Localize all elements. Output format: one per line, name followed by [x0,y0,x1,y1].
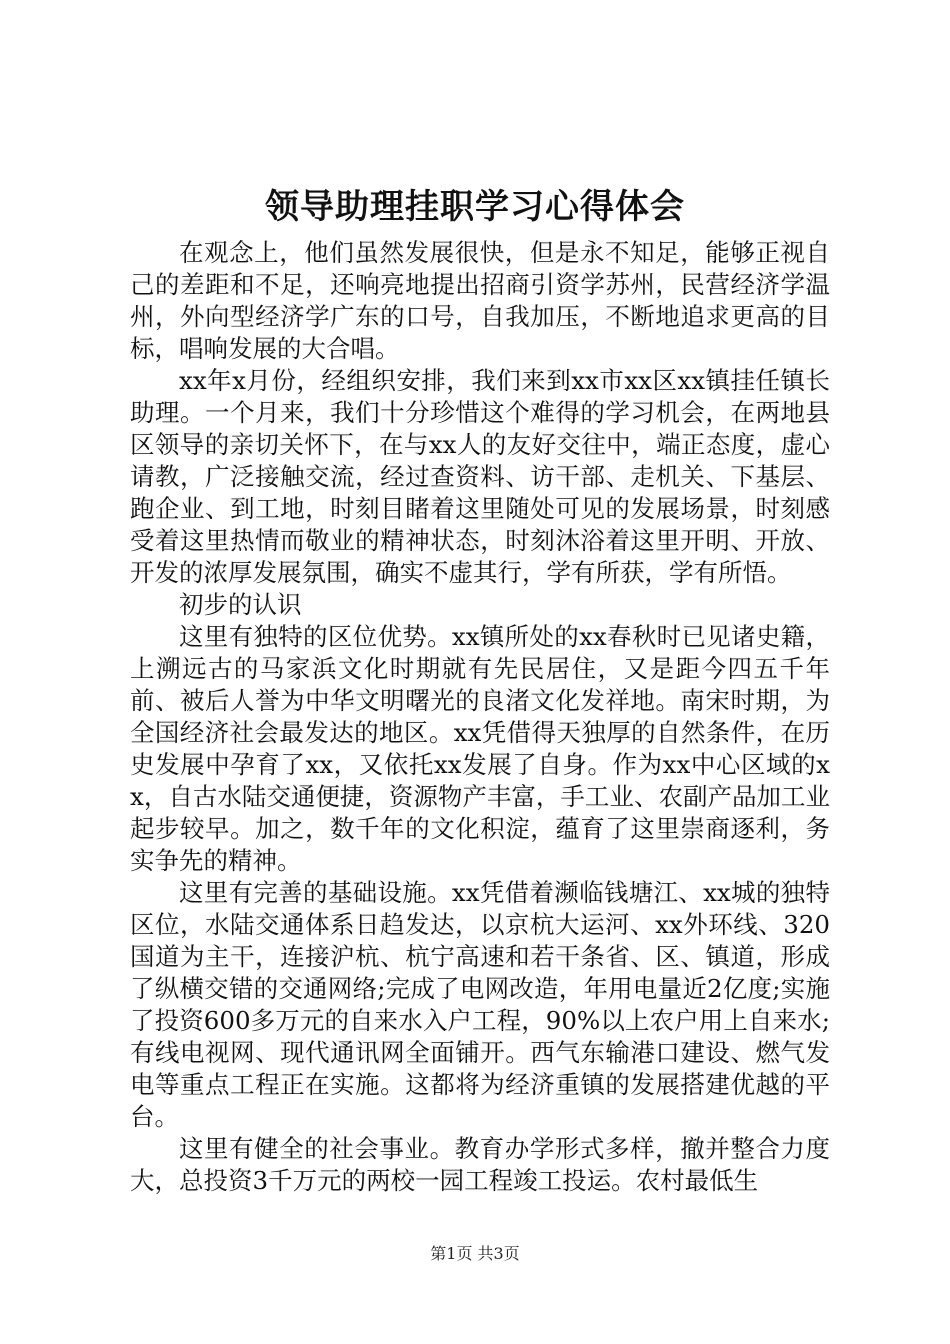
section-heading: 初步的认识 [179,590,302,619]
paragraph: 在观念上，他们虽然发展很快，但是永不知足，能够正视自己的差距和不足，还响亮地提出招商引资学苏州，民营经济学温州，外向型经济学广东的口号，自我加压，不断地追求更高的目标，唱响发展的大合唱。 [130,238,830,363]
paragraph: 这里有独特的区位优势。xx镇所处的xx春秋时已见诸史籍，上溯远古的马家浜文化时期就有先民居住，又是距今四五千年前、被后人誉为中华文明曙光的良渚文化发祥地。南宋时期，为全国经济社会最发达的地区。xx凭借得天独厚的自然条件，在历史发展中孕育了xx，又依托xx发展了自身。作为xx中心区域的xx，自古水陆交通便捷，资源物产丰富，手工业、农副产品加工业起步较早。加之，数千年的文化积淀，蕴育了这里崇商逐利，务实争先的精神。 [130,622,830,875]
document-body [130,237,830,1197]
paragraph: 这里有健全的社会事业。教育办学形式多样，撤并整合力度大，总投资3千万元的两校一园工程竣工投运。农村最低生 [130,1134,830,1195]
document-title: 领导助理挂职学习心得体会 [265,187,685,227]
page-footer: 第1页 共3页 [430,1244,520,1263]
paragraph: 这里有完善的基础设施。xx凭借着濒临钱塘江、xx城的独特区位，水陆交通体系日趋发达，以京杭大运河、xx外环线、320国道为主干，连接沪杭、杭宁高速和若干条省、区、镇道，形成了纵横交错的交通网络;完成了电网改造，年用电量近2亿度;实施了投资600多万元的自来水入户工程，90%以上农户用上自来水;有线电视网、现代通讯网全面铺开。西气东输港口建设、燃气发电等重点工程正在实施。这都将为经济重镇的发展搭建优越的平台。 [130,878,830,1131]
paragraph: xx年x月份，经组织安排，我们来到xx市xx区xx镇挂任镇长助理。一个月来，我们十分珍惜这个难得的学习机会，在两地县区领导的亲切关怀下，在与xx人的友好交往中，端正态度，虚心请教，广泛接触交流，经过查资料、访干部、走机关、下基层、跑企业、到工地，时刻目睹着这里随处可见的发展场景，时刻感受着这里热情而敬业的精神状态，时刻沐浴着这里开明、开放、开发的浓厚发展氛围，确实不虚其行，学有所获，学有所悟。 [130,366,830,587]
